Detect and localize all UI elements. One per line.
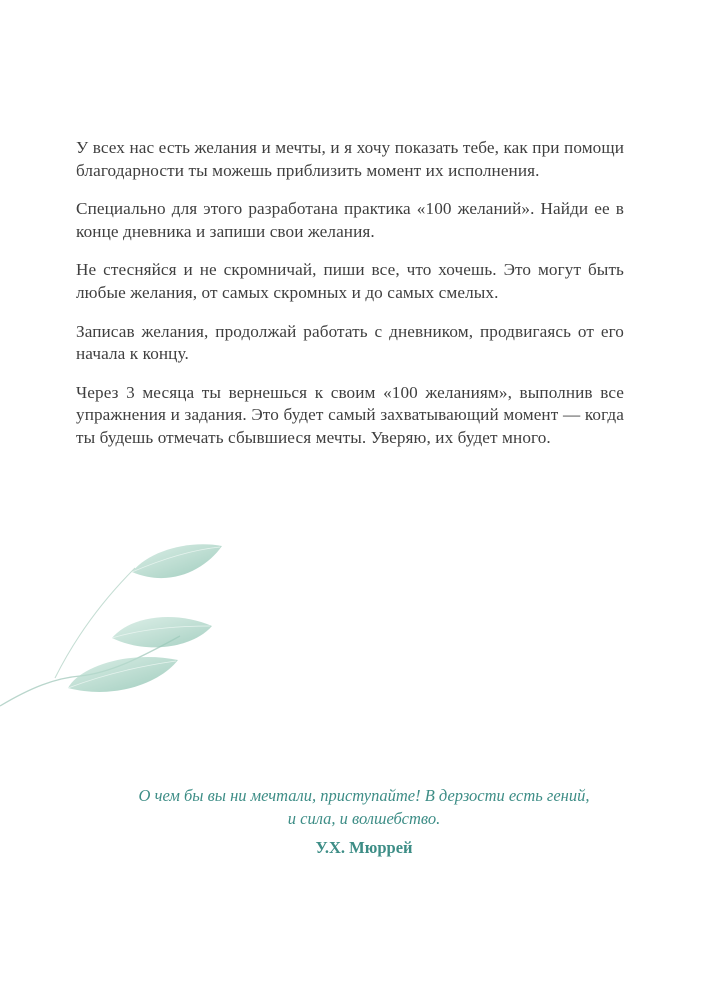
quote-author: У.Х. Мюррей bbox=[315, 838, 413, 857]
body-text bbox=[76, 137, 624, 466]
quote-line-2: и сила, и волшебство. bbox=[287, 809, 441, 828]
quote-line-1: О чем бы вы ни мечтали, приступайте! В дерзости есть гений, bbox=[138, 786, 590, 805]
paragraph-2: Специально для этого разработана практика «100 желаний». Найди ее в конце дневника и запиши свои желания. bbox=[76, 199, 624, 241]
leaf-lower bbox=[68, 657, 178, 692]
paragraph-3: Не стесняйся и не скромничай, пиши все, что хочешь. Это могут быть любые желания, от самых скромных и до самых смелых. bbox=[76, 260, 624, 302]
leaf-middle bbox=[112, 617, 212, 647]
quote bbox=[60, 784, 668, 830]
leaf-top bbox=[132, 544, 222, 578]
eucalyptus-branch-illustration bbox=[0, 538, 230, 718]
paragraph-1: У всех нас есть желания и мечты, и я хочу показать тебе, как при помощи благодарности ты можешь приблизить момент их исполнения. bbox=[76, 138, 624, 180]
paragraph-4: Записав желания, продолжай работать с дневником, продвигаясь от его начала к концу. bbox=[76, 321, 624, 364]
paragraph-5: Через 3 месяца ты вернешься к своим «100 желаниям», выполнив все упражнения и задания. Это будет самый захватывающий момент — когда ты будешь отмечать сбывшиеся мечты. Уверяю, их будет много. bbox=[76, 382, 624, 447]
